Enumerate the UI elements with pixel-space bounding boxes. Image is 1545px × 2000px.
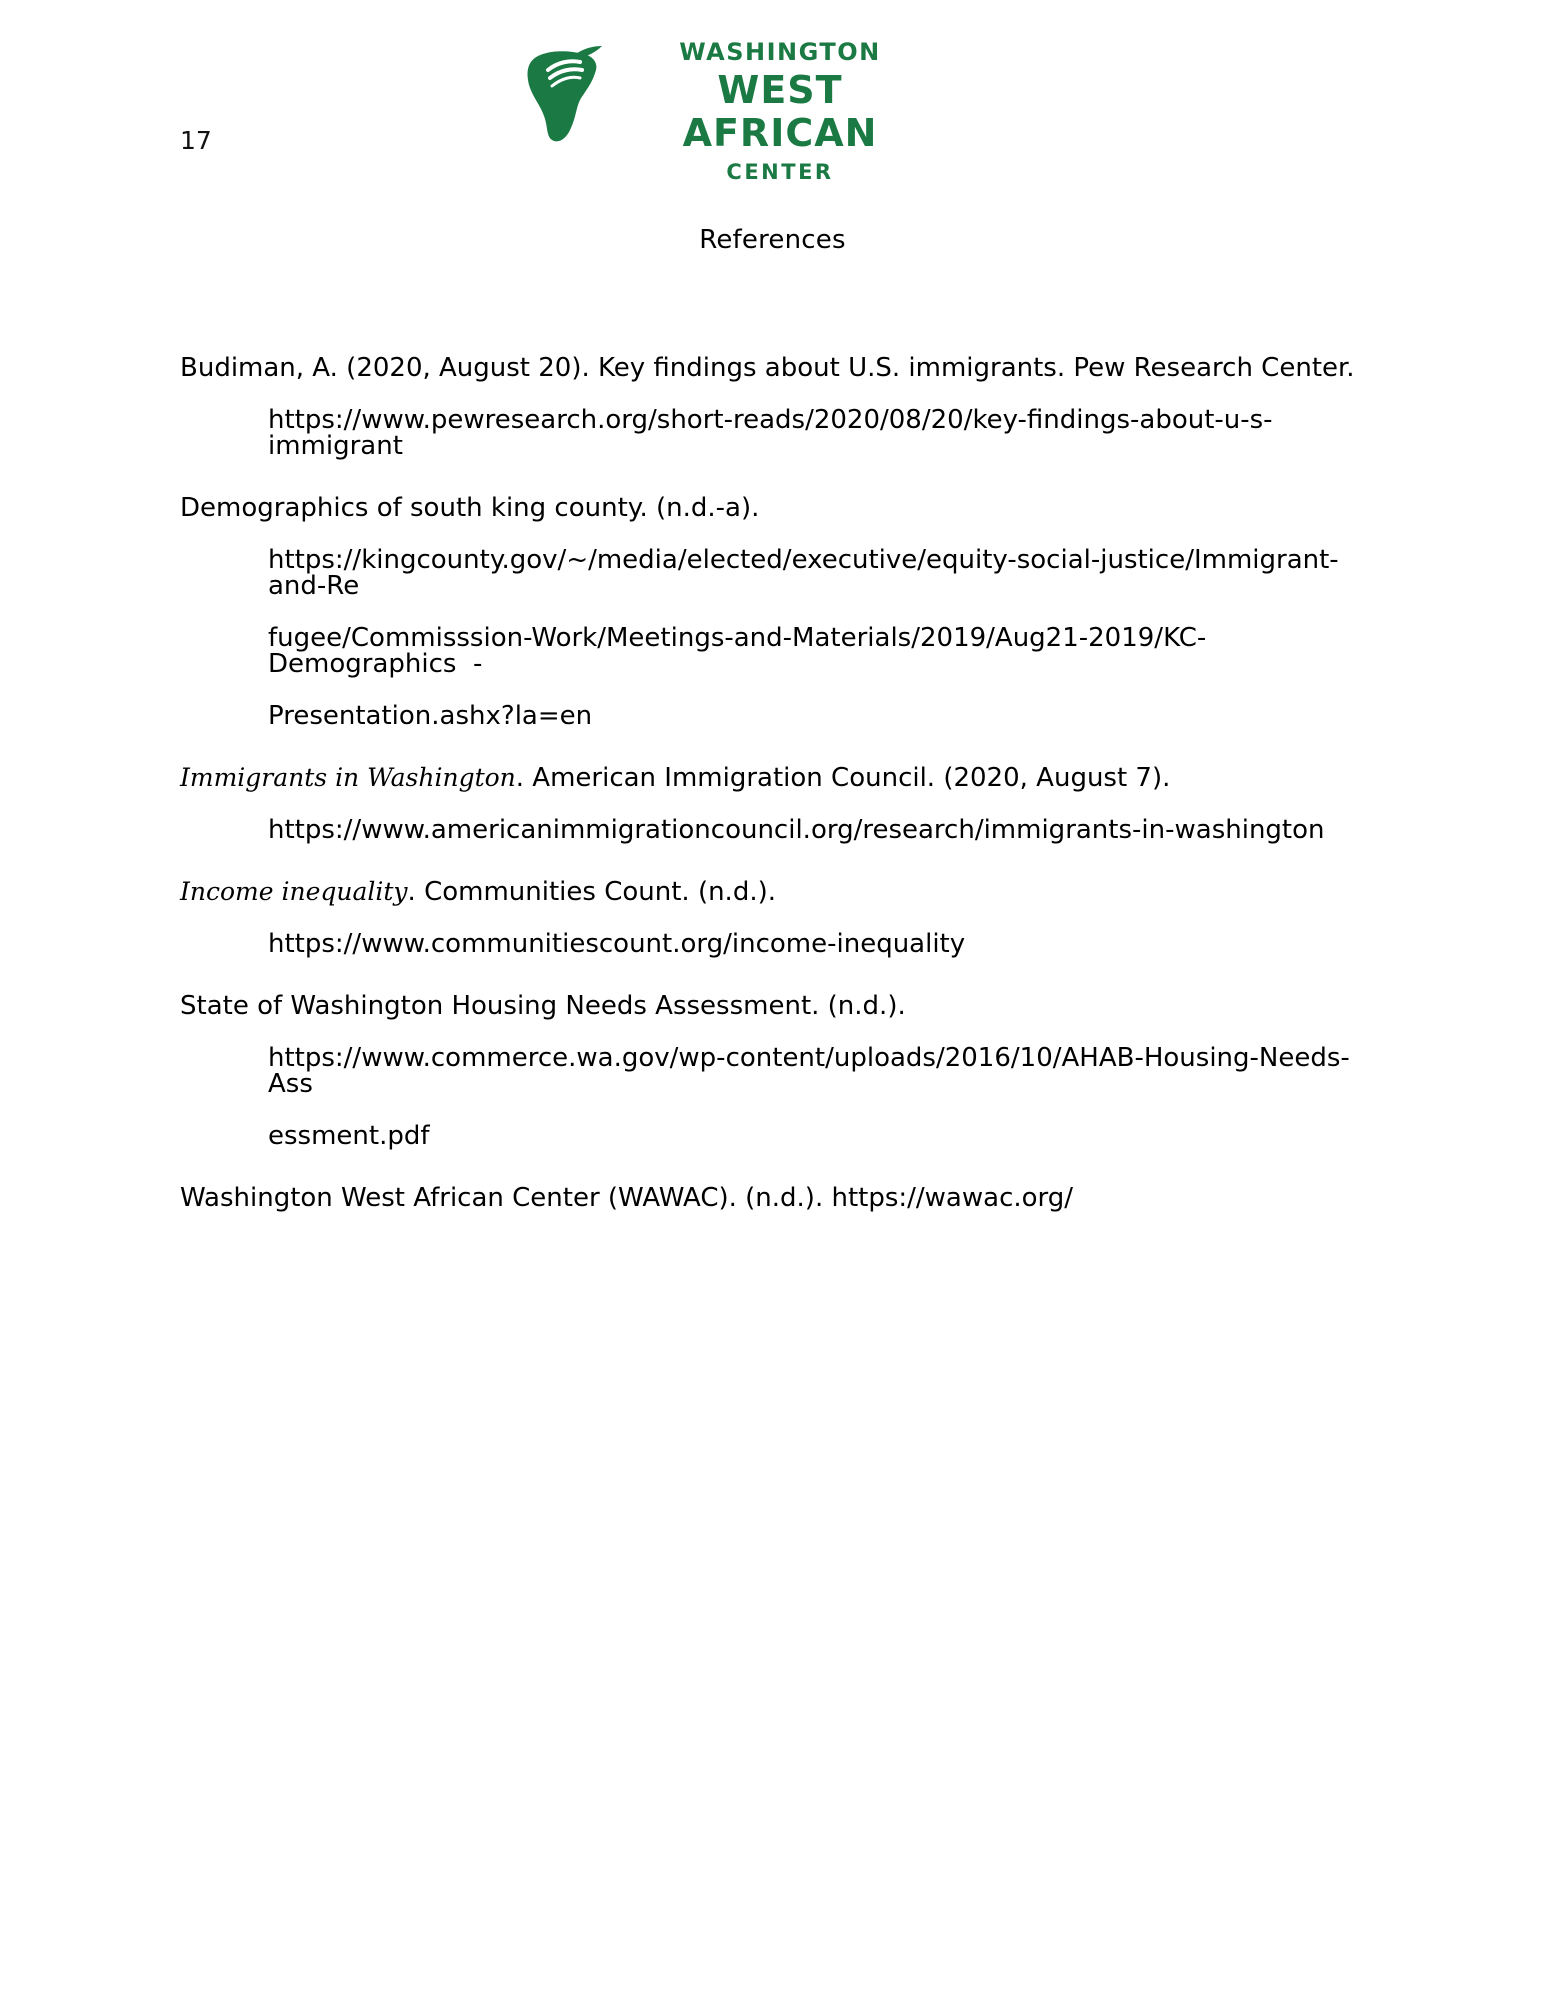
reference-line xyxy=(268,703,1370,729)
reference-list xyxy=(180,355,1370,1247)
reference-line xyxy=(180,355,1370,381)
reference-text: Washington West African Center (WAWAC). (n.d.). https://wawac.org/ xyxy=(180,1183,1074,1213)
reference-line xyxy=(180,765,1370,791)
reference-line xyxy=(268,931,1370,957)
reference-text: https://kingcounty.gov/~/media/elected/executive/equity-social-justice/Immigrant-and-Re xyxy=(268,545,1339,601)
logo-line-center: CENTER xyxy=(726,160,834,185)
reference-text: Demographics of south king county. (n.d.-a). xyxy=(180,493,760,523)
organization-logo xyxy=(500,38,940,185)
reference-text: fugee/Commisssion-Work/Meetings-and-Materials/2019/Aug21-2019/KC-Demographics - xyxy=(268,623,1207,679)
reference-entry xyxy=(180,1185,1370,1211)
reference-text: https://www.pewresearch.org/short-reads/2020/08/20/key-findings-about-u-s-immigrant xyxy=(268,405,1273,461)
reference-entry xyxy=(180,993,1370,1149)
reference-line xyxy=(268,547,1370,599)
reference-line xyxy=(180,993,1370,1019)
reference-title-italic: Income inequality xyxy=(180,877,408,906)
reference-text: https://www.commerce.wa.gov/wp-content/uploads/2016/10/AHAB-Housing-Needs-Ass xyxy=(268,1043,1350,1099)
reference-text: State of Washington Housing Needs Assessment. (n.d.). xyxy=(180,991,906,1021)
reference-line xyxy=(180,495,1370,521)
reference-line xyxy=(268,817,1370,843)
reference-text: Presentation.ashx?la=en xyxy=(268,701,593,731)
reference-text: Budiman, A. (2020, August 20). Key findings about U.S. immigrants. Pew Research Center. xyxy=(180,353,1355,383)
reference-line xyxy=(180,879,1370,905)
logo-line-west-african: WEST AFRICAN xyxy=(682,67,878,156)
reference-text: . Communities Count. (n.d.). xyxy=(407,877,777,907)
page-number: 17 xyxy=(180,126,212,155)
reference-line xyxy=(180,1185,1370,1211)
reference-entry xyxy=(180,355,1370,459)
reference-entry xyxy=(180,765,1370,843)
reference-text: . American Immigration Council. (2020, August 7). xyxy=(515,763,1171,793)
africa-map-icon xyxy=(518,44,613,149)
logo-wordmark xyxy=(620,38,940,185)
reference-text: https://www.americanimmigrationcouncil.org/research/immigrants-in-washington xyxy=(268,815,1325,845)
page-title: References xyxy=(699,225,846,255)
reference-entry xyxy=(180,495,1370,729)
reference-entry xyxy=(180,879,1370,957)
reference-title-italic: Immigrants in Washington xyxy=(180,763,516,792)
reference-text: https://www.communitiescount.org/income-inequality xyxy=(268,929,966,959)
logo-line-washington: WASHINGTON xyxy=(679,38,881,66)
reference-line xyxy=(268,1123,1370,1149)
reference-line xyxy=(268,1045,1370,1097)
reference-line xyxy=(268,407,1370,459)
reference-text: essment.pdf xyxy=(268,1121,430,1151)
reference-line xyxy=(268,625,1370,677)
